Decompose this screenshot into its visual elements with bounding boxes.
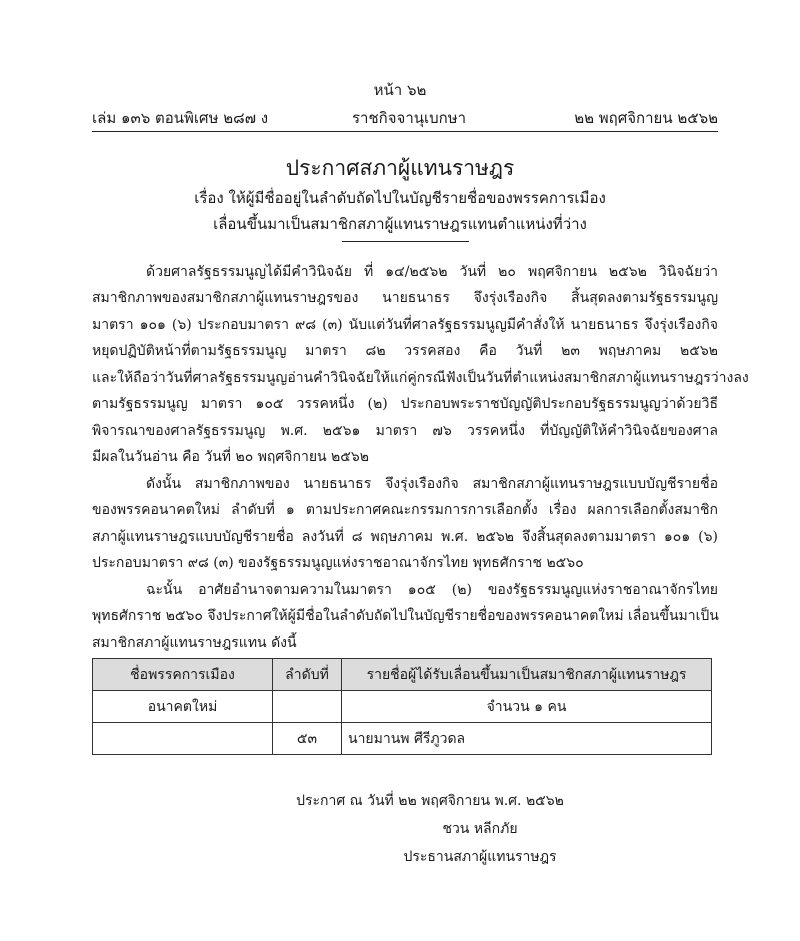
paragraph-line: ดังนั้น สมาชิกภาพของ นายธนาธร จึงรุ่งเรืองกิจ สมาชิกสภาผู้แทนราษฎรแบบบัญชีรายชื่อ	[146, 476, 718, 492]
paragraph-line: ตามรัฐธรรมนูญ มาตรา ๑๐๕ วรรคหนึ่ง (๒) ประกอบพระราชบัญญัติประกอบรัฐธรรมนูญว่าด้วยวิธี	[92, 396, 718, 412]
signatory-position: ประธานสภาผู้แทนราษฎร	[403, 849, 557, 865]
page-number: หน้า ๖๒	[373, 81, 427, 99]
paragraph-line: หยุดปฏิบัติหน้าที่ตามรัฐธรรมนูญ มาตรา ๘๒ วรรคสอง คือ วันที่ ๒๓ พฤษภาคม ๒๕๖๒	[92, 343, 718, 359]
paragraph-line: ฉะนั้น อาศัยอำนาจตามความในมาตรา ๑๐๕ (๒) ของรัฐธรรมนูญแห่งราชอาณาจักรไทย	[146, 582, 718, 598]
column-header-party: ชื่อพรรคการเมือง	[93, 659, 273, 691]
party-cell: อนาคตใหม่	[93, 691, 273, 723]
header-divider	[92, 131, 718, 132]
gazette-name: ราชกิจจานุเบกษา	[352, 109, 467, 127]
subject-line-2: เลื่อนขึ้นมาเป็นสมาชิกสภาผู้แทนราษฎรแทนตำแหน่งที่ว่าง	[213, 215, 587, 233]
paragraph-line: มีผลในวันอ่าน คือ วันที่ ๒๐ พฤศจิกายน ๒๕๖๒	[92, 449, 369, 465]
announcement-title: ประกาศสภาผู้แทนราษฎร	[285, 156, 515, 180]
paragraph-line: สมาชิกภาพของสมาชิกสภาผู้แทนราษฎรของ นายธนาธร จึงรุ่งเรืองกิจ สิ้นสุดลงตามรัฐธรรมนูญ	[92, 290, 718, 306]
paragraph-line: สภาผู้แทนราษฎรแบบบัญชีรายชื่อ ลงวันที่ ๘ พฤษภาคม พ.ศ. ๒๕๖๒ จึงสิ้นสุดลงตามมาตรา ๑๐๑ (๖)	[92, 529, 718, 545]
paragraph-line: มาตรา ๑๐๑ (๖) ประกอบมาตรา ๙๘ (๓) นับแต่วันที่ศาลรัฐธรรมนูญมีคำสั่งให้ นายธนาธร จึงรุ่งเรืองกิจ	[92, 317, 718, 333]
column-header-names: รายชื่อผู้ได้รับเลื่อนขึ้นมาเป็นสมาชิกสภาผู้แทนราษฎร	[342, 659, 712, 691]
gazette-header	[92, 106, 718, 128]
paragraph-line: สมาชิกสภาผู้แทนราษฎรแทน ดังนี้	[92, 635, 297, 651]
column-header-order: ลำดับที่	[273, 659, 342, 691]
gazette-date: ๒๒ พฤศจิกายน ๒๕๖๒	[574, 109, 718, 127]
count-cell: จำนวน ๑ คน	[342, 691, 712, 723]
table-row	[93, 691, 712, 723]
empty-cell	[93, 723, 273, 755]
table-row	[93, 723, 712, 755]
table-header-row	[93, 659, 712, 691]
subject-line-1: เรื่อง ให้ผู้มีชื่ออยู่ในลำดับถัดไปในบัญชีรายชื่อของพรรคการเมือง	[194, 189, 606, 207]
announcement-date: ประกาศ ณ วันที่ ๒๒ พฤศจิกายน พ.ศ. ๒๕๖๒	[296, 793, 564, 809]
volume-info: เล่ม ๑๓๖ ตอนพิเศษ ๒๘๗ ง	[92, 109, 269, 127]
paragraph-line: ประกอบมาตรา ๙๘ (๓) ของรัฐธรรมนูญแห่งราชอาณาจักรไทย พุทธศักราช ๒๕๖๐	[92, 555, 584, 571]
title-divider	[342, 241, 469, 242]
order-cell: ๕๓	[273, 723, 342, 755]
signatory-name: ชวน หลีกภัย	[442, 821, 518, 837]
paragraph-line: และให้ถือว่าวันที่ศาลรัฐธรรมนูญอ่านคำวินิจฉัยให้แก่คู่กรณีฟังเป็นวันที่ตำแหน่งสมาชิกสภาผู้แทนราษฎรว่างลง	[92, 370, 749, 386]
empty-cell	[273, 691, 342, 723]
paragraph-line: พุทธศักราช ๒๕๖๐ จึงประกาศให้ผู้มีชื่อในลำดับถัดไปในบัญชีรายชื่อของพรรคอนาคตใหม่ เลื่อนขึ้นมาเป็น	[92, 608, 719, 624]
paragraph-line: ด้วยศาลรัฐธรรมนูญได้มีคำวินิจฉัย ที่ ๑๔/๒๕๖๒ วันที่ ๒๐ พฤศจิกายน ๒๕๖๒ วินิจฉัยว่า	[146, 264, 718, 280]
paragraph-line: ของพรรคอนาคตใหม่ ลำดับที่ ๑ ตามประกาศคณะกรรมการการเลือกตั้ง เรื่อง ผลการเลือกตั้งสมาชิก	[92, 502, 718, 518]
member-name-cell: นายมานพ ศีรีภูวดล	[342, 723, 712, 755]
paragraph-line: พิจารณาของศาลรัฐธรรมนูญ พ.ศ. ๒๕๖๑ มาตรา ๗๖ วรรคหนึ่ง ที่บัญญัติให้คำวินิจฉัยของศาล	[92, 423, 718, 439]
promoted-member-table	[92, 658, 712, 755]
